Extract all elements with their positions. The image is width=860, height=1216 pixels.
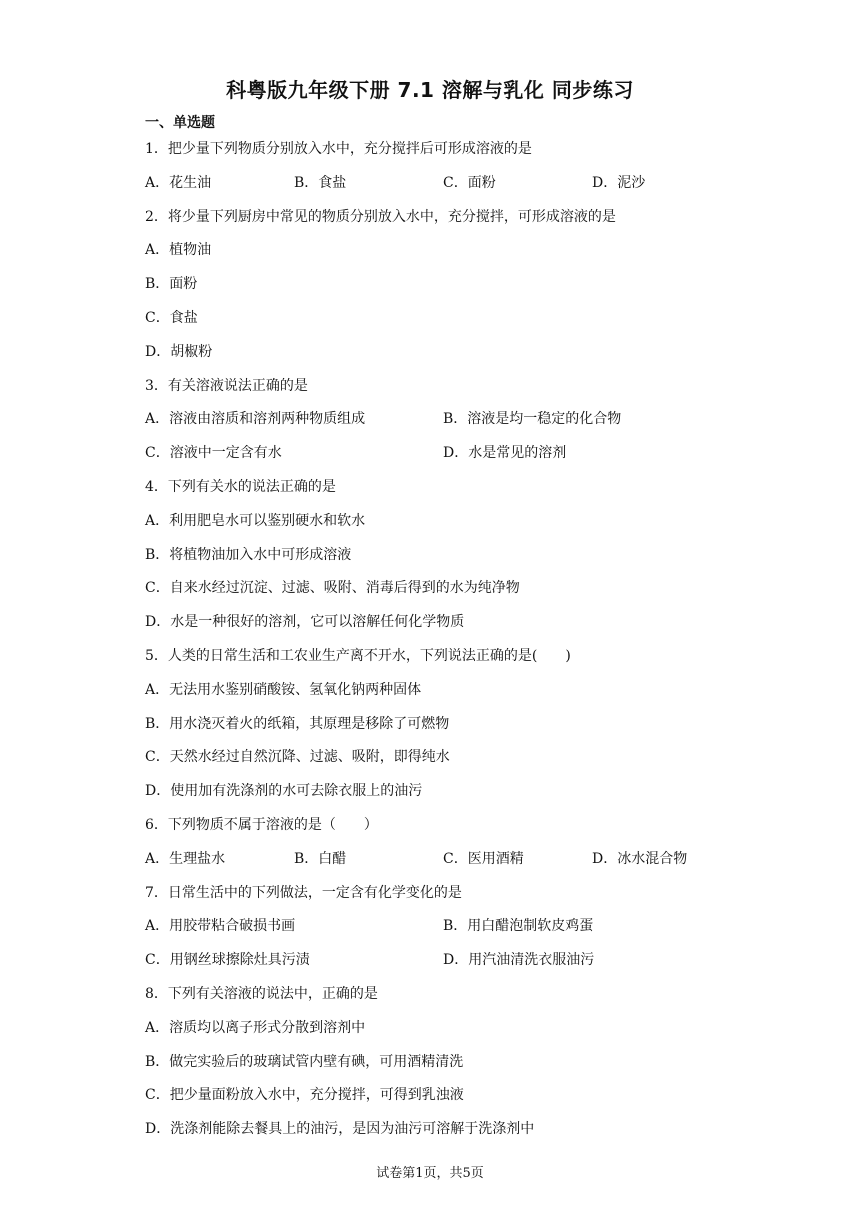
option-c: C．自来水经过沉淀、过滤、吸附、消毒后得到的水为纯净物 — [145, 580, 520, 597]
option-row — [145, 916, 745, 950]
option-row — [145, 849, 745, 883]
option-b: B．用水浇灭着火的纸箱，其原理是移除了可燃物 — [145, 715, 450, 732]
option-d: D．水是常见的溶剂 — [443, 445, 567, 462]
option-a: A．用胶带粘合破损书画 — [145, 918, 296, 935]
option-row — [145, 950, 745, 984]
option-c: C．医用酒精 — [443, 850, 524, 867]
option-row — [145, 443, 745, 477]
option-b: B．将植物油加入水中可形成溶液 — [145, 546, 352, 563]
option-b: B．溶液是均一稳定的化合物 — [443, 411, 622, 428]
question-stem: 1．把少量下列物质分别放入水中，充分搅拌后可形成溶液的是 — [145, 141, 532, 157]
option-c: C．溶液中一定含有水 — [145, 445, 282, 462]
question-stem: 2．将少量下列厨房中常见的物质分别放入水中，充分搅拌，可形成溶液的是 — [145, 208, 616, 225]
option-a: A．植物油 — [145, 242, 212, 259]
option-a: A．溶质均以离子形式分散到溶剂中 — [145, 1019, 366, 1036]
question-stem: 4．下列有关水的说法正确的是 — [145, 478, 336, 495]
option-c: C．天然水经过自然沉降、过滤、吸附，即得纯水 — [145, 749, 450, 766]
option-row — [145, 173, 745, 207]
page-footer: 试卷第1页，共5页 — [376, 1166, 484, 1181]
option-c: C．把少量面粉放入水中，充分搅拌，可得到乳浊液 — [145, 1087, 464, 1104]
question-list — [145, 139, 745, 1153]
question-stem: 3．有关溶液说法正确的是 — [145, 377, 308, 394]
option-b: B．白醋 — [294, 850, 347, 867]
option-d: D．胡椒粉 — [145, 343, 213, 360]
option-b: B．用白醋泡制软皮鸡蛋 — [443, 918, 594, 935]
option-c: C．食盐 — [145, 309, 198, 326]
option-b: B．面粉 — [145, 276, 198, 293]
option-a: A．生理盐水 — [145, 850, 226, 867]
option-a: A．溶液由溶质和溶剂两种物质组成 — [145, 411, 366, 428]
option-a: A．无法用水鉴别硝酸铵、氢氧化钠两种固体 — [145, 681, 422, 698]
question-stem: 5．人类的日常生活和工农业生产离不开水，下列说法正确的是( ) — [145, 647, 571, 664]
option-a: A．利用肥皂水可以鉴别硬水和软水 — [145, 512, 366, 529]
option-d: D．水是一种很好的溶剂，它可以溶解任何化学物质 — [145, 614, 465, 631]
option-d: D．用汽油清洗衣服油污 — [443, 952, 595, 969]
option-d: D．冰水混合物 — [592, 850, 688, 867]
option-d: D．泥沙 — [592, 174, 646, 191]
option-b: B．做完实验后的玻璃试管内壁有碘，可用酒精清洗 — [145, 1053, 464, 1070]
question-stem: 8．下列有关溶液的说法中，正确的是 — [145, 985, 378, 1002]
option-d: D．洗涤剂能除去餐具上的油污，是因为油污可溶解于洗涤剂中 — [145, 1121, 535, 1138]
option-b: B．食盐 — [294, 174, 347, 191]
question-stem: 6．下列物质不属于溶液的是（ ） — [145, 816, 378, 833]
option-c: C．用钢丝球擦除灶具污渍 — [145, 952, 310, 969]
question-stem: 7．日常生活中的下列做法，一定含有化学变化的是 — [145, 884, 462, 901]
exam-title: 科粤版九年级下册 7.1 溶解与乳化 同步练习 — [226, 78, 634, 102]
section-heading: 一、单选题 — [145, 115, 215, 131]
option-row — [145, 409, 745, 443]
option-d: D．使用加有洗涤剂的水可去除衣服上的油污 — [145, 783, 423, 800]
option-a: A．花生油 — [145, 174, 212, 191]
option-c: C．面粉 — [443, 174, 496, 191]
